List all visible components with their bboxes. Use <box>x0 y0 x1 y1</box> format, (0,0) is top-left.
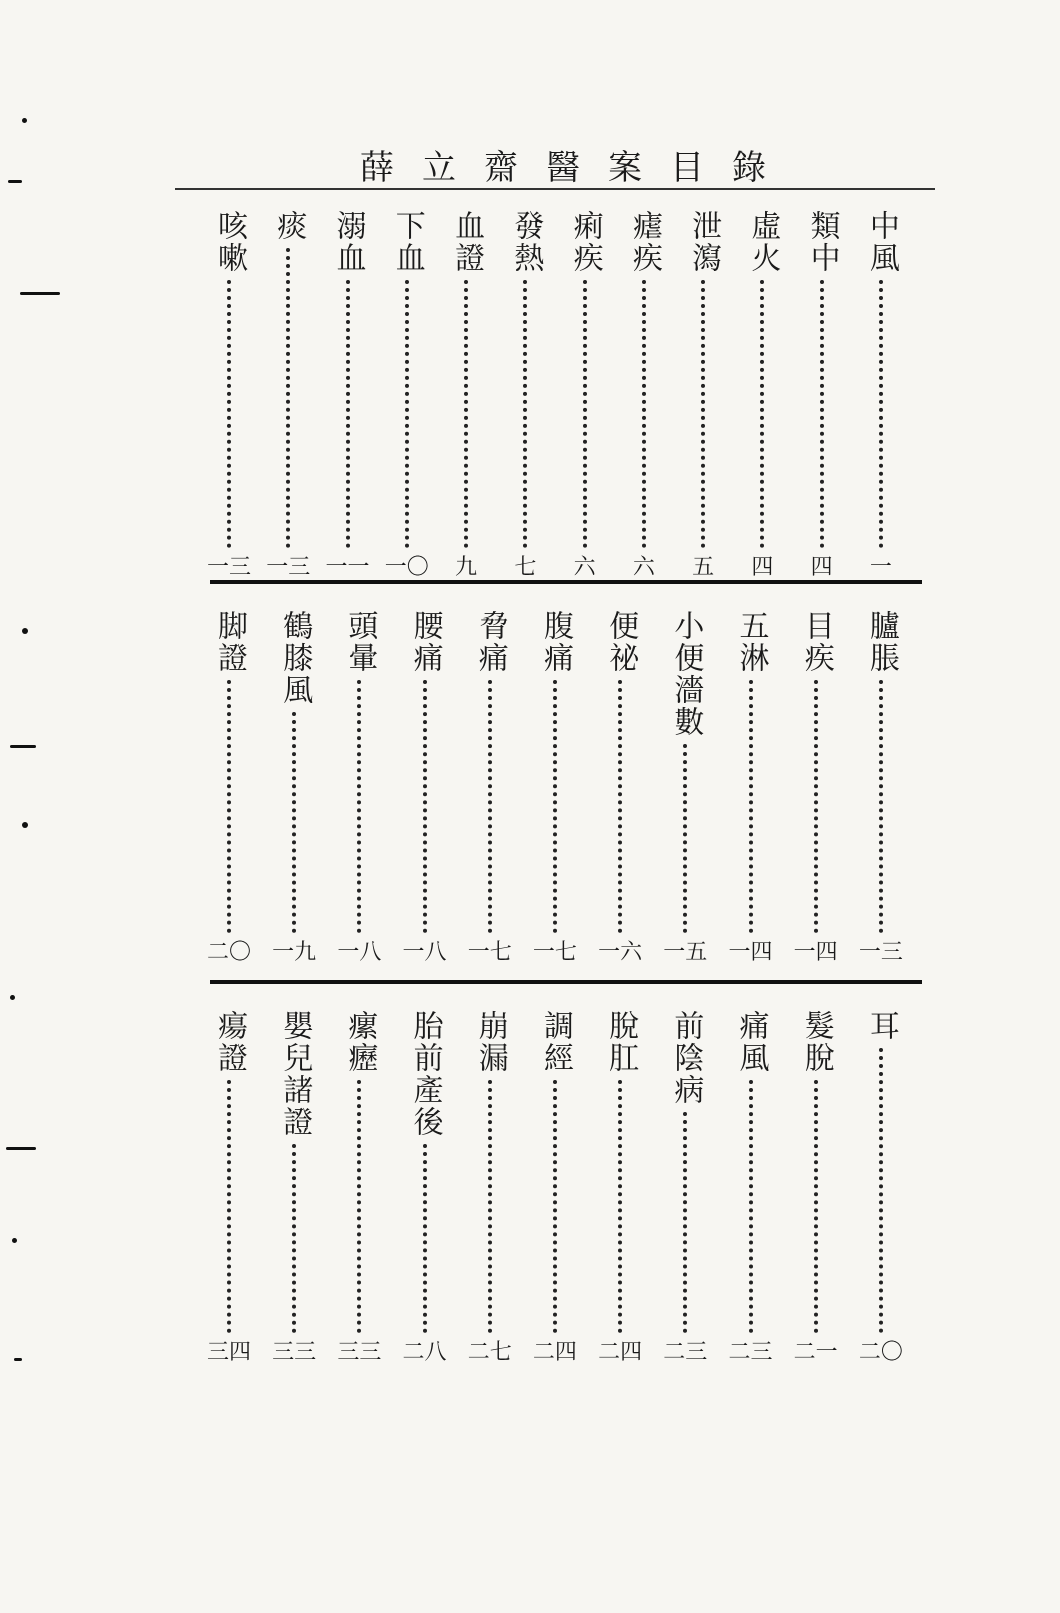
section-divider-2 <box>210 980 922 984</box>
toc-entry-page: 五 <box>692 555 715 580</box>
dot-leader <box>357 1080 361 1333</box>
toc-entry <box>661 610 709 965</box>
dot-leader <box>683 1112 687 1333</box>
toc-entry-page: 六 <box>632 555 655 580</box>
toc-entry <box>620 210 668 580</box>
dot-leader <box>814 680 818 933</box>
scan-mark <box>10 745 36 748</box>
scan-mark <box>22 628 28 634</box>
toc-entry-page: 一三 <box>858 940 903 965</box>
toc-entry <box>335 610 383 965</box>
toc-entry <box>466 610 514 965</box>
toc-entry-page: 二〇 <box>858 1340 903 1365</box>
dot-leader <box>701 280 705 548</box>
dot-leader <box>879 280 883 548</box>
toc-entry <box>857 610 905 965</box>
toc-entry <box>792 610 840 965</box>
scan-mark <box>10 995 15 1000</box>
toc-entry-page: 一八 <box>337 940 382 965</box>
title-rule <box>175 188 935 190</box>
toc-entry-title: 腹痛 <box>537 610 573 674</box>
toc-entry-title: 目疾 <box>798 610 834 674</box>
toc-entry <box>324 210 372 580</box>
toc-entry-page: 二七 <box>467 1340 512 1365</box>
toc-entry-title: 髮脫 <box>798 1010 834 1074</box>
toc-entry-page: 一七 <box>467 940 512 965</box>
toc-entry <box>561 210 609 580</box>
dot-leader <box>583 280 587 548</box>
toc-entry <box>335 1010 383 1365</box>
toc-entry-title: 瘧疾 <box>626 210 662 274</box>
scan-mark <box>14 1358 22 1361</box>
toc-entry <box>205 210 253 580</box>
toc-entry-page: 四 <box>810 555 833 580</box>
toc-entry-page: 一九 <box>272 940 317 965</box>
toc-entry <box>442 210 490 580</box>
toc-entry-title: 小便濇數 <box>668 610 704 738</box>
dot-leader <box>553 1080 557 1333</box>
toc-entry-title: 腰痛 <box>407 610 443 674</box>
toc-entry <box>501 210 549 580</box>
toc-entry-page: 九 <box>455 555 478 580</box>
toc-entry-title: 咳嗽 <box>212 210 247 274</box>
dot-leader <box>553 680 557 933</box>
toc-entry-page: 六 <box>573 555 596 580</box>
dot-leader <box>683 744 687 933</box>
dot-leader <box>357 680 361 933</box>
toc-section-3 <box>205 1010 905 1365</box>
toc-entry-title: 頭暈 <box>342 610 378 674</box>
toc-entry-title: 中風 <box>863 210 899 274</box>
toc-entry-page: 二〇 <box>206 940 251 965</box>
scan-mark <box>12 1238 17 1243</box>
dot-leader <box>820 280 824 548</box>
toc-entry-title: 胎前產後 <box>407 1010 443 1138</box>
toc-entry-title: 瘍證 <box>212 1010 247 1074</box>
toc-entry-title: 脚證 <box>212 610 247 674</box>
dot-leader <box>488 1080 492 1333</box>
toc-entry-title: 便祕 <box>603 610 639 674</box>
toc-entry-page: 一一 <box>325 555 370 580</box>
dot-leader <box>227 1080 231 1333</box>
toc-entry-page: 一四 <box>793 940 838 965</box>
toc-entry-page: 一七 <box>532 940 577 965</box>
toc-entry <box>531 610 579 965</box>
toc-entry-title: 類中 <box>804 210 840 274</box>
toc-entry <box>264 210 312 580</box>
dot-leader <box>488 680 492 933</box>
toc-entry-title: 泄瀉 <box>686 210 722 274</box>
toc-entry <box>270 1010 318 1365</box>
toc-entry-title: 嬰兒諸證 <box>277 1010 313 1138</box>
dot-leader <box>405 280 409 548</box>
section-divider-1 <box>210 580 922 584</box>
toc-entry-title: 脅痛 <box>472 610 508 674</box>
dot-leader <box>618 1080 622 1333</box>
toc-entry <box>466 1010 514 1365</box>
scan-mark <box>6 1147 36 1150</box>
page-title: 薛立齋醫案目錄 <box>360 148 794 188</box>
toc-entry-title: 脫肛 <box>603 1010 639 1074</box>
toc-entry-title: 臚脹 <box>863 610 899 674</box>
toc-entry <box>857 1010 905 1365</box>
toc-entry-page: 二四 <box>532 1340 577 1365</box>
dot-leader <box>879 680 883 933</box>
toc-entry-title: 溺血 <box>330 210 366 274</box>
dot-leader <box>423 680 427 933</box>
dot-leader <box>292 1144 296 1333</box>
dot-leader <box>749 1080 753 1333</box>
toc-entry <box>401 610 449 965</box>
toc-entry <box>205 1010 253 1365</box>
dot-leader <box>286 248 290 548</box>
toc-entry <box>857 210 905 580</box>
toc-entry-title: 發熱 <box>508 210 544 274</box>
toc-entry <box>596 610 644 965</box>
scan-mark <box>22 822 28 828</box>
toc-entry-page: 二三 <box>663 1340 708 1365</box>
toc-entry <box>383 210 431 580</box>
toc-entry-title: 血證 <box>449 210 485 274</box>
toc-entry-page: 一三 <box>266 555 311 580</box>
dot-leader <box>642 280 646 548</box>
toc-entry <box>679 210 727 580</box>
toc-entry <box>531 1010 579 1365</box>
toc-entry-title: 瘰癧 <box>342 1010 378 1074</box>
scan-mark <box>22 118 27 123</box>
toc-entry-page: 三三 <box>337 1340 382 1365</box>
toc-entry <box>727 610 775 965</box>
dot-leader <box>227 680 231 933</box>
toc-entry-title: 崩漏 <box>472 1010 508 1074</box>
toc-entry-title: 調經 <box>537 1010 573 1074</box>
dot-leader <box>618 680 622 933</box>
dot-leader <box>523 280 527 548</box>
dot-leader <box>814 1080 818 1333</box>
toc-entry-page: 三三 <box>272 1340 317 1365</box>
toc-entry-title: 痰 <box>271 210 307 242</box>
toc-entry <box>205 610 253 965</box>
dot-leader <box>749 680 753 933</box>
toc-entry <box>727 1010 775 1365</box>
toc-section-1 <box>205 210 905 580</box>
dot-leader <box>292 712 296 933</box>
toc-entry <box>792 1010 840 1365</box>
toc-entry-page: 一 <box>869 555 892 580</box>
toc-entry <box>738 210 786 580</box>
toc-entry-page: 一〇 <box>384 555 429 580</box>
toc-entry <box>401 1010 449 1365</box>
toc-entry-page: 七 <box>514 555 537 580</box>
toc-entry-title: 虛火 <box>745 210 781 274</box>
dot-leader <box>346 280 350 548</box>
toc-entry-page: 二四 <box>598 1340 643 1365</box>
toc-entry-title: 耳 <box>863 1010 899 1042</box>
toc-entry-page: 四 <box>751 555 774 580</box>
toc-entry-page: 二八 <box>402 1340 447 1365</box>
toc-entry <box>596 1010 644 1365</box>
toc-entry-page: 一三 <box>206 555 251 580</box>
toc-entry-title: 痛風 <box>733 1010 769 1074</box>
toc-entry-page: 二三 <box>728 1340 773 1365</box>
toc-entry-page: 一八 <box>402 940 447 965</box>
toc-entry-title: 鶴膝風 <box>277 610 313 706</box>
toc-entry <box>661 1010 709 1365</box>
toc-entry-page: 二一 <box>793 1340 838 1365</box>
dot-leader <box>464 280 468 548</box>
toc-entry <box>798 210 846 580</box>
dot-leader <box>760 280 764 548</box>
toc-entry-page: 一四 <box>728 940 773 965</box>
scan-mark <box>20 292 60 295</box>
toc-entry-page: 三四 <box>206 1340 251 1365</box>
toc-entry-title: 痢疾 <box>567 210 603 274</box>
toc-entry-page: 一五 <box>663 940 708 965</box>
dot-leader <box>227 280 231 548</box>
scan-mark <box>8 180 22 183</box>
dot-leader <box>423 1144 427 1333</box>
dot-leader <box>879 1048 883 1333</box>
toc-section-2 <box>205 610 905 965</box>
toc-entry-page: 一六 <box>598 940 643 965</box>
toc-entry-title: 前陰病 <box>668 1010 704 1106</box>
toc-entry <box>270 610 318 965</box>
toc-entry-title: 下血 <box>389 210 425 274</box>
toc-entry-title: 五淋 <box>733 610 769 674</box>
